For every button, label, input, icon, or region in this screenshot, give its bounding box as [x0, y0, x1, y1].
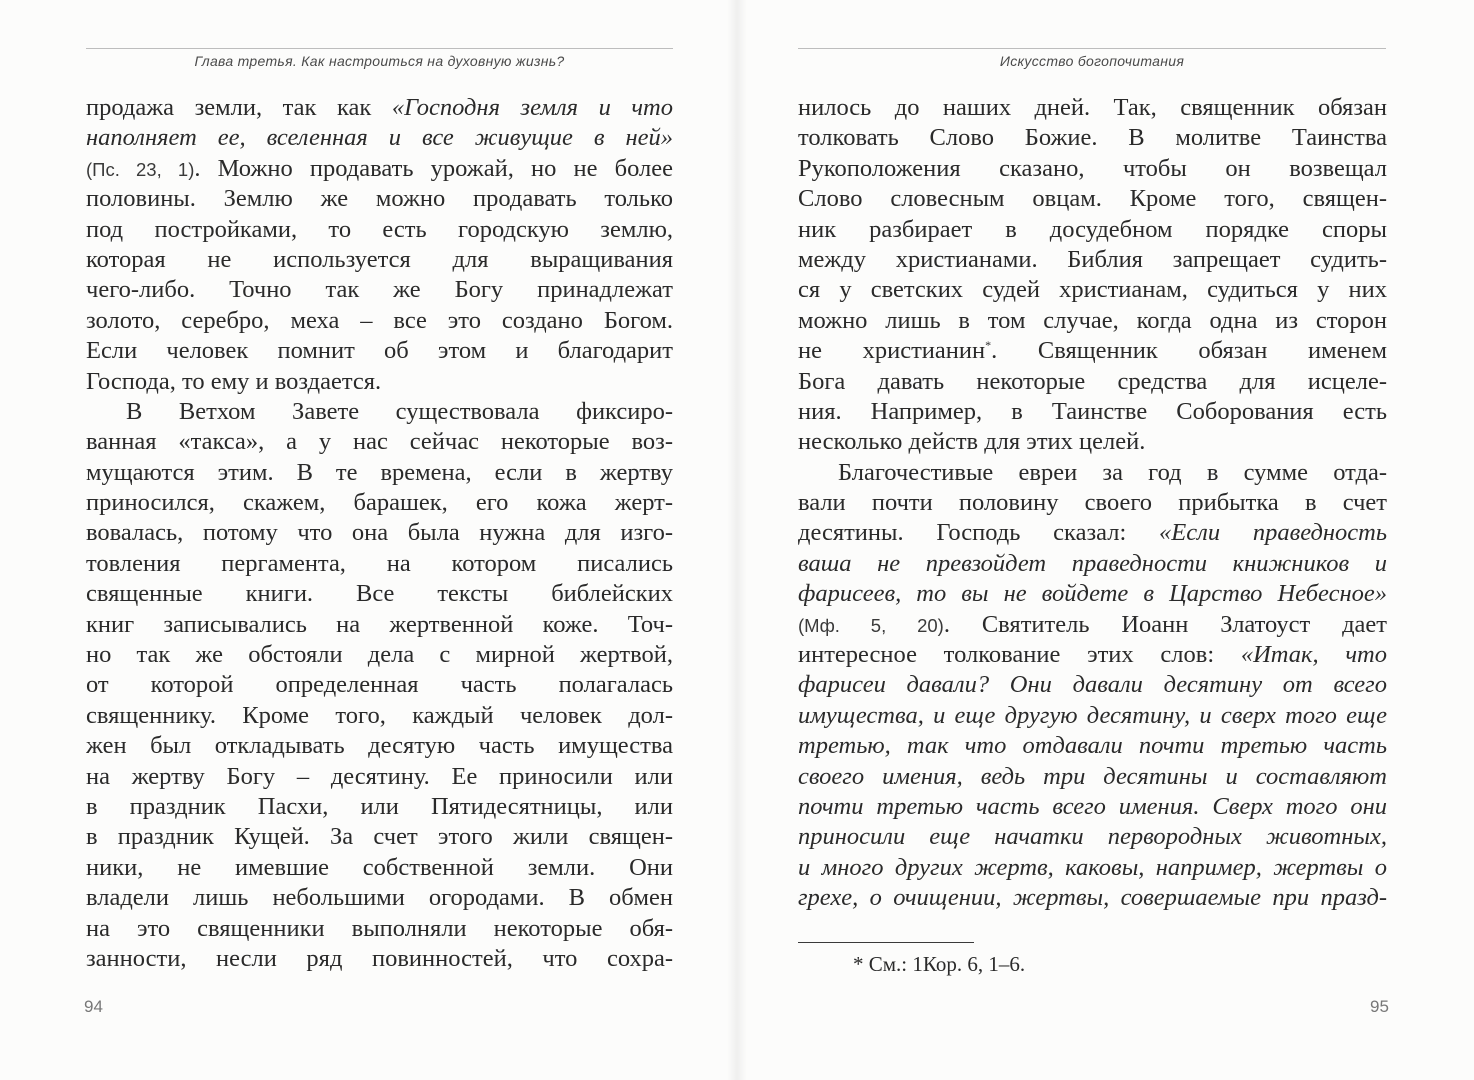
text-line: [798, 792, 1387, 822]
text-line: [86, 610, 673, 640]
text-line: [86, 336, 673, 366]
text-line: [798, 458, 1387, 488]
text-line: [798, 154, 1387, 184]
text-segment: в праздник Пасхи, или Пятидесятницы, или: [86, 792, 673, 820]
text-segment: можно лишь в том случае, когда одна из сторон: [798, 306, 1387, 334]
text-segment: ванная «такса», а у нас сейчас некоторые воз-: [86, 428, 673, 456]
text-line: [798, 579, 1387, 609]
text-segment: на это священники выполняли некоторые обя-: [86, 914, 673, 942]
text-line: [86, 883, 673, 913]
text-segment: Рукоположения сказано, чтобы он возвещал: [798, 154, 1387, 182]
text-segment: владели лишь небольшими огородами. В обмен: [86, 884, 673, 912]
text-segment: мущаются этим. В те времена, если в жертву: [86, 458, 673, 486]
text-line: [86, 762, 673, 792]
page-number: 95: [1370, 997, 1389, 1016]
text-segment: в праздник Кущей. За счет этого жили священ-: [86, 823, 673, 851]
text-segment: половины. Землю же можно продавать только: [86, 185, 673, 213]
quote-segment: фарисеи давали? Они давали десятину от всего: [798, 671, 1387, 699]
text-line: [86, 245, 673, 275]
text-segment: . Священник обязан именем: [991, 337, 1387, 365]
quote-segment: «Итак, что: [1240, 641, 1387, 669]
footnote: * См.: 1Кор. 6, 1–6.: [853, 952, 1026, 976]
right-page: [737, 0, 1474, 1080]
text-segment: Слово словесным овцам. Кроме того, священ-: [798, 185, 1387, 213]
quote-segment: ваша не превзойдет праведности книжников и: [798, 549, 1387, 577]
text-segment: Благочестивые евреи за год в сумме отда-: [838, 458, 1387, 486]
text-line: [86, 275, 673, 305]
text-line: [86, 822, 673, 852]
text-line: [86, 518, 673, 548]
text-line: [86, 640, 673, 670]
text-line: [86, 944, 673, 974]
running-header: Глава третья. Как настроиться на духовную жизнь?: [194, 53, 565, 69]
text-line: [86, 123, 673, 153]
text-segment: интересное толкование этих слов:: [798, 641, 1241, 669]
text-segment: ния. Например, в Таинстве Соборования есть: [798, 397, 1387, 425]
running-header: Искусство богопочитания: [999, 53, 1185, 69]
text-line: [798, 883, 1387, 913]
text-segment: жен был откладывать десятую часть имущества: [86, 732, 673, 760]
quote-segment: и много других жертв, каковы, например, жертвы о: [798, 853, 1387, 881]
text-segment: чего-либо. Точно так же Богу принадлежат: [86, 276, 673, 304]
text-line: [798, 93, 1387, 123]
text-segment: которая не используется для выращивания: [86, 245, 673, 273]
text-segment: продажа земли, так как: [86, 94, 392, 121]
text-segment: между христианами. Библия запрещает судить-: [798, 245, 1387, 273]
text-line: [86, 215, 673, 245]
text-segment: несколько действ для этих целей.: [798, 428, 1146, 456]
text-segment: . Можно продавать урожай, но не более: [194, 154, 673, 182]
header-rule: [798, 48, 1386, 49]
quote-segment: своего имения, ведь три десятины и составляют: [798, 762, 1387, 790]
book-gutter: [727, 0, 747, 1080]
text-segment: В Ветхом Завете существовала фиксиро-: [126, 397, 673, 425]
text-line: [86, 427, 673, 457]
text-segment: священнику. Кроме того, каждый человек дол-: [86, 701, 673, 729]
text-line: [798, 336, 1387, 366]
text-segment: десятины. Господь сказал:: [798, 519, 1160, 547]
text-line: [86, 914, 673, 944]
header-rule: [86, 48, 673, 49]
page-number: 94: [84, 997, 103, 1016]
text-line: [798, 184, 1387, 214]
text-line: [798, 427, 1387, 457]
text-line: [86, 458, 673, 488]
text-line: [798, 853, 1387, 883]
text-segment: золото, серебро, меха – все это создано Богом.: [86, 306, 673, 334]
quote-segment: почти третью часть всего имения. Сверх того они: [798, 792, 1387, 820]
text-line: [798, 762, 1387, 792]
text-line: [86, 731, 673, 761]
text-line: [798, 731, 1387, 761]
text-line: [86, 367, 673, 397]
text-segment: . Святитель Иоанн Златоуст дает: [943, 610, 1387, 638]
quote-segment: фарисеев, то вы не войдете в Царство Небесное»: [798, 580, 1387, 608]
text-line: [798, 701, 1387, 731]
quote-segment: грехе, о очищении, жертвы, совершаемые при празд-: [798, 884, 1387, 912]
text-segment: ся у светских судей христианам, судиться у них: [798, 276, 1387, 304]
text-line: [798, 822, 1387, 852]
text-line: [86, 549, 673, 579]
quote-segment: приносили еще начатки первородных животных,: [798, 823, 1387, 851]
text-segment: ники, не имевшие собственной земли. Они: [86, 853, 673, 881]
text-line: [798, 518, 1387, 548]
text-line: [86, 488, 673, 518]
quote-segment: наполняет ее, вселенная и все живущие в ней»: [86, 124, 673, 152]
text-segment: нилось до наших дней. Так, священник обязан: [798, 94, 1387, 121]
text-line: [86, 701, 673, 731]
text-line: [86, 670, 673, 700]
text-line: [798, 488, 1387, 518]
text-line: [86, 579, 673, 609]
text-line: [798, 123, 1387, 153]
text-line: [798, 397, 1387, 427]
reference-segment: (Пс. 23, 1): [86, 158, 195, 180]
text-segment: ник разбирает в досудебном порядке споры: [798, 215, 1387, 243]
text-line: [86, 93, 673, 123]
text-segment: приносился, скажем, барашек, его кожа жерт-: [86, 489, 673, 517]
text-line: [86, 184, 673, 214]
quote-segment: «Если праведность: [1159, 519, 1387, 547]
text-line: [86, 397, 673, 427]
text-segment: но так же обстояли дела с мирной жертвой,: [86, 641, 673, 669]
text-segment: вовалась, потому что она была нужна для изго-: [86, 519, 673, 547]
text-line: [86, 154, 673, 184]
text-line: [86, 306, 673, 336]
body-text: [798, 93, 1387, 914]
text-line: [798, 367, 1387, 397]
text-segment: не христианин: [798, 337, 986, 365]
text-segment: вали почти половину своего прибытка в счет: [798, 489, 1387, 517]
text-segment: на жертву Богу – десятину. Ее приносили или: [86, 762, 673, 790]
text-line: [798, 215, 1387, 245]
text-segment: толковать Слово Божие. В молитве Таинства: [798, 124, 1387, 152]
text-segment: Господа, то ему и воздается.: [86, 367, 382, 395]
text-line: [798, 549, 1387, 579]
text-segment: товления пергамента, на котором писались: [86, 549, 673, 577]
text-line: [798, 275, 1387, 305]
body-text: [86, 93, 673, 974]
text-segment: священные книги. Все тексты библейских: [86, 580, 673, 608]
reference-segment: (Мф. 5, 20): [798, 614, 944, 636]
text-segment: книг записывались на жертвенной коже. Точ-: [86, 610, 673, 638]
text-line: [798, 245, 1387, 275]
text-line: [86, 853, 673, 883]
text-segment: Если человек помнит об этом и благодарит: [86, 337, 673, 365]
text-line: [798, 610, 1387, 640]
text-segment: занности, несли ряд повинностей, что сохра-: [86, 944, 673, 972]
text-line: [798, 306, 1387, 336]
quote-segment: имущества, и еще другую десятину, и сверх того еще: [798, 701, 1387, 729]
text-line: [86, 792, 673, 822]
text-line: [798, 670, 1387, 700]
text-segment: под постройками, то есть городскую землю,: [86, 215, 673, 243]
quote-segment: третью, так что отдавали почти третью часть: [798, 732, 1387, 760]
text-line: [798, 640, 1387, 670]
footnote-marker: *: [985, 337, 992, 352]
quote-segment: «Господня земля и что: [391, 94, 673, 121]
footnote-rule: [798, 942, 974, 943]
text-segment: от которой определенная часть полагалась: [86, 671, 673, 699]
text-segment: Бога давать некоторые средства для исцеле-: [798, 367, 1387, 395]
